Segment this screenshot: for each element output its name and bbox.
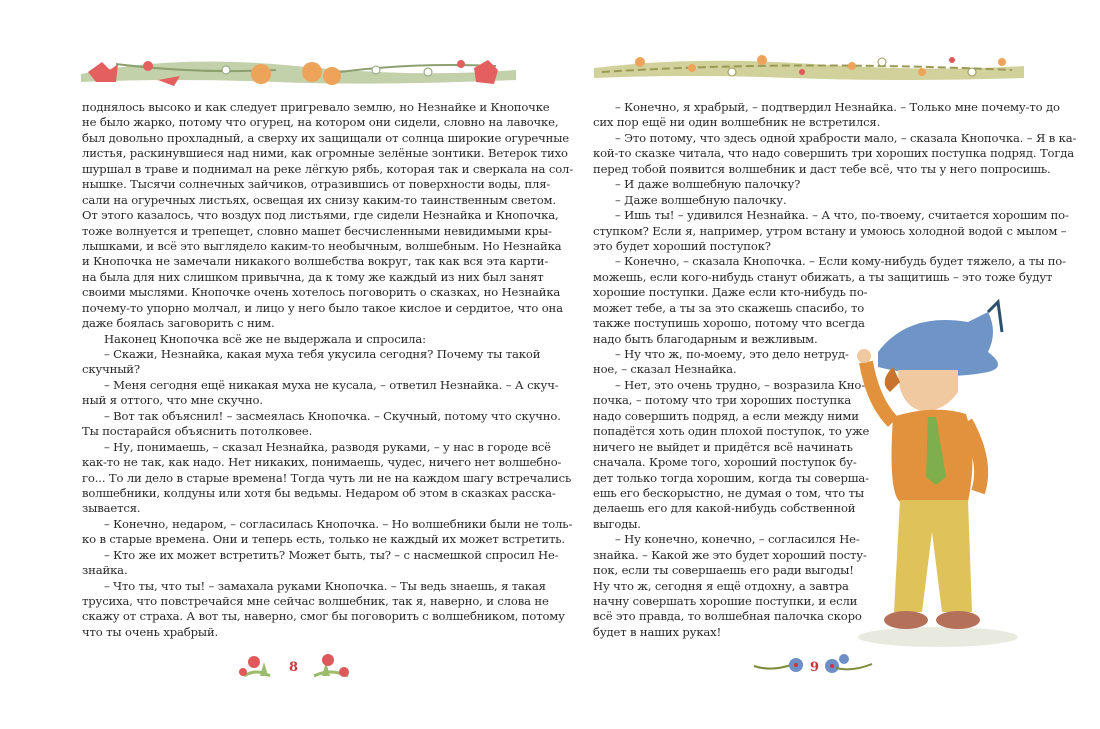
paragraph: [82, 516, 573, 548]
text-line: будет в наших руках!: [593, 624, 722, 639]
paragraph: [593, 100, 1060, 131]
text-line: – Конечно, – сказала Кнопочка. – Если кому-нибудь будет тяжело, а ты по-: [615, 254, 1066, 269]
text-line: Ты постарайся объяснить потолковее.: [82, 424, 313, 439]
text-line: ко в старые времена. Они и теперь есть, только не каждый их может встретить.: [82, 532, 565, 547]
text-line: был довольно прохладный, а сверху их защищали от солнца широкие огуречные: [82, 130, 570, 145]
text-line: начну совершать хорошие поступки, и если: [593, 594, 858, 608]
text-line: – Ну конечно, конечно, – согласился Не-: [615, 532, 860, 547]
text-line: Наконец Кнопочка всё же не выдержала и спросила:: [104, 331, 426, 346]
text-line: сали на огуречных листьях, освещая их снизу каким-то таинственным светом.: [82, 192, 556, 207]
text-line: скажу от страха. А вот ты, наверно, смог бы поговорить с волшебником, потому: [82, 609, 565, 624]
text-line: это будет хороший поступок?: [593, 238, 771, 253]
text-line: делаешь его для какой-нибудь собственной: [593, 501, 856, 516]
text-line: – Ну что ж, по-моему, это дело нетруд-: [615, 347, 849, 361]
text-line: трусиха, что повстречайся мне сейчас волшебник, так я, наверно, и слова не: [82, 594, 549, 608]
page-number-right: 9: [810, 660, 820, 675]
text-line: и Кнопочка не замечали никакого волшебства вокруг, так как вся эта карти-: [82, 254, 549, 269]
paragraph: [82, 578, 565, 641]
text-line: – Конечно, я храбрый, – подтвердил Незнайка. – Только мне почему-то до: [615, 100, 1060, 114]
text-line: шуршал в траве и поднимал на реке лёгкую рябь, которая так и сверкала на сол-: [82, 161, 574, 176]
text-line: ничего не выйдет и придётся всё начинать: [593, 439, 853, 454]
left-page-text: [82, 100, 574, 640]
text-line: – И даже волшебную палочку?: [615, 177, 801, 192]
right-page: [550, 0, 1100, 729]
text-line: – Даже волшебную палочку.: [615, 192, 787, 207]
text-line: лышками, и всё это выглядело каким-то необычным, волшебным. Но Незнайка: [82, 238, 562, 253]
text-line: – Ну, понимаешь, – сказал Незнайка, разводя руками, – у нас в городе всё: [104, 439, 551, 454]
neznaika-illustration: [838, 292, 1034, 652]
text-line: выгоды.: [593, 516, 641, 531]
paragraph: [82, 439, 572, 517]
text-line: волшебники, колдуны или хотя бы ведьмы. Недаром об этом в сказках расска-: [82, 485, 556, 500]
text-line: листья, раскинувшиеся над ними, как огромные зелёные зонтики. Ветерок тихо: [82, 146, 568, 161]
paragraph: [593, 193, 1023, 208]
text-line: – Конечно, недаром, – согласилась Кнопочка. – Но волшебники были не толь-: [104, 516, 573, 531]
text-line: скучный?: [82, 362, 140, 377]
text-line: – Нет, это очень трудно, – возразила Кно-: [615, 377, 866, 392]
text-line: знайка. – Какой же это будет хороший посту-: [593, 547, 867, 562]
flower-ornament-icon: [822, 652, 874, 676]
text-line: также поступишь хорошо, потому что всегда: [593, 316, 865, 331]
text-line: ешь его бескорыстно, не думая о том, что ты: [593, 485, 864, 500]
text-line: От этого казалось, что воздух под листьями, где сидели Незнайка и Кнопочка,: [82, 208, 559, 223]
flower-ornament-icon: [752, 654, 808, 676]
paragraph: [82, 332, 518, 347]
text-line: кой-то сказке читала, что надо совершить три хороших поступка подряд. Тогда: [593, 146, 1075, 161]
text-line: на была для них слишком привычна, да к тому же каждый из них был занят: [82, 269, 544, 284]
text-line: зывается.: [82, 501, 141, 516]
text-line: попадётся хоть один плохой поступок, то уже: [593, 424, 870, 439]
text-line: что ты очень храбрый.: [82, 624, 219, 639]
paragraph: [593, 177, 1023, 192]
text-line: почему-то упорно молчал, и лицо у него было такое кислое и сердитое, что она: [82, 300, 563, 315]
floral-border-left: [76, 44, 522, 92]
paragraph: [82, 547, 559, 579]
text-line: – Ишь ты! – удивился Незнайка. – А что, по-твоему, считается хорошим по-: [615, 208, 1069, 223]
text-line: – Меня сегодня ещё никакая муха не кусала, – ответил Незнайка. – А скуч-: [104, 377, 559, 392]
text-line: нышке. Тысячи солнечных зайчиков, отразившись от поверхности воды, пля-: [82, 177, 551, 192]
paragraph: [82, 408, 561, 440]
paragraph: [593, 208, 1069, 254]
text-line: – Кто же их может встретить? Может быть, ты? – с насмешкой спросил Не-: [104, 547, 559, 562]
text-line: ступком? Если я, например, утром встану и умоюсь холодной водой с мылом –: [593, 223, 1067, 238]
text-line: перед тобой появится волшебник и даст тебе всё, что ты у него попросишь.: [593, 161, 1051, 176]
paragraph: [82, 377, 559, 409]
text-line: сих пор ещё ни один волшебник не встретился.: [593, 115, 881, 130]
text-line: – Скажи, Незнайка, какая муха тебя укусила сегодня? Почему ты такой: [104, 347, 541, 361]
text-line: своими мыслями. Кнопочке очень хотелось поговорить о сказках, но Незнайка: [82, 285, 561, 300]
text-line: сначала. Кроме того, хороший поступок бу-: [593, 455, 857, 470]
text-line: надо совершить подряд, а если между ними: [593, 408, 859, 423]
floral-border-right: [592, 48, 1026, 88]
paragraph: [82, 347, 541, 378]
text-line: как-то не так, как надо. Нет никаких, понимаешь, чудес, ничего нет волшебно-: [82, 455, 562, 470]
text-line: – Вот так объяснил! – засмеялась Кнопочка. – Скучный, потому что скучно.: [104, 408, 561, 423]
paragraph: [82, 100, 574, 332]
text-line: почка, – потому что три хороших поступка: [593, 393, 851, 408]
text-line: ное, – сказал Незнайка.: [593, 362, 737, 377]
text-line: пок, если ты совершаешь его ради выгоды!: [593, 563, 854, 578]
text-line: хорошие поступки. Даже если кто-нибудь по-: [593, 285, 868, 300]
text-column: [82, 100, 574, 640]
flower-ornament-icon: [310, 650, 354, 680]
text-line: го... То ли дело в старые времена! Тогда чуть ли не на каждом шагу встречались: [82, 470, 572, 485]
text-line: можешь, если кого-нибудь станут обижать, а ты защитишь – это тоже будут: [593, 269, 1053, 284]
text-line: дет только тогда хорошим, когда ты соверша-: [593, 470, 869, 485]
text-column: [593, 100, 1077, 285]
flower-ornament-icon: [236, 650, 276, 680]
text-line: всё это правда, то волшебная палочка скоро: [593, 609, 862, 624]
text-line: знайка.: [82, 563, 128, 578]
text-line: – Это потому, что здесь одной храбрости мало, – сказала Кнопочка. – Я в ка-: [615, 130, 1077, 145]
text-line: ный я оттого, что мне скучно.: [82, 393, 263, 408]
text-line: – Что ты, что ты! – замахала руками Кнопочка. – Ты ведь знаешь, я такая: [104, 578, 546, 593]
paragraph: [593, 130, 1077, 177]
text-line: не было жарко, потому что огурец, на котором они сидели, словно на лавочке,: [82, 115, 559, 130]
text-line: тоже волнуется и трепещет, словно машет бесчисленными невидимыми кры-: [82, 223, 552, 238]
page-number-left: 8: [289, 660, 299, 675]
text-line: надо быть благодарным и вежливым.: [593, 331, 818, 346]
text-line: может тебе, а ты за это скажешь спасибо, то: [593, 300, 865, 315]
text-line: Ну что ж, сегодня я ещё отдохну, а завтра: [593, 578, 849, 593]
text-line: поднялось высоко и как следует пригревало землю, но Незнайке и Кнопочке: [82, 100, 550, 114]
paragraph: [593, 254, 1066, 285]
text-line: даже боялась заговорить с ним.: [82, 316, 275, 331]
